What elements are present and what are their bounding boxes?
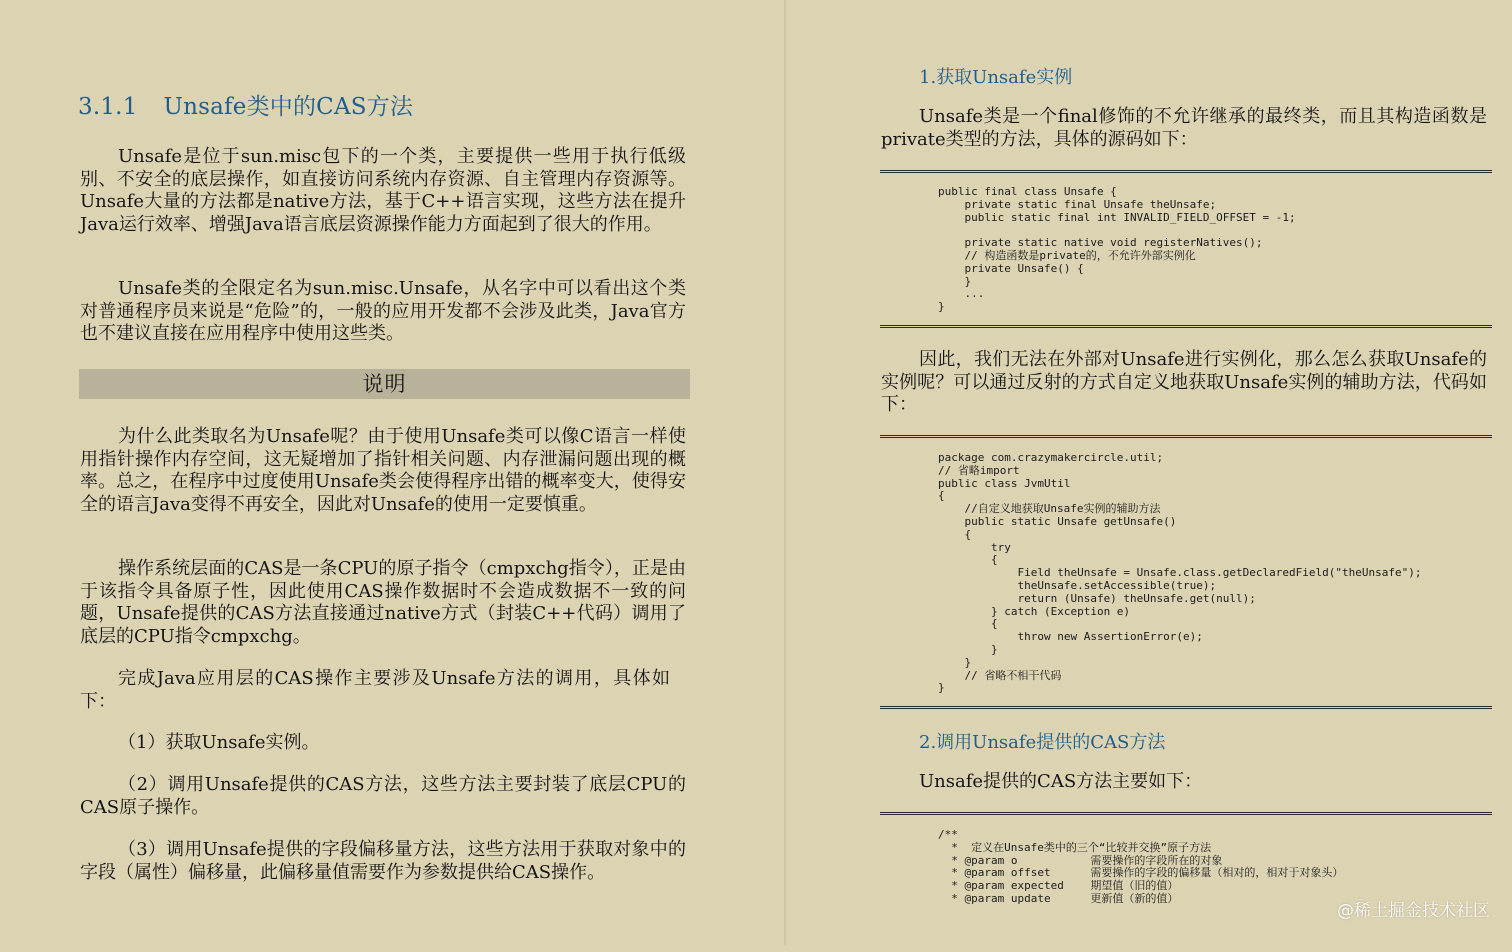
code-line: { <box>938 489 945 503</box>
subsection-1-paragraph-2: 因此，我们无法在外部对Unsafe进行实例化，那么怎么获取Unsafe的实例呢？可以通过反射的方式自定义地获取Unsafe实例的辅助方法，代码如下： <box>881 349 1487 416</box>
code-line: private static final Unsafe theUnsafe; <box>938 197 1217 211</box>
code-line: * 定义在Unsafe类中的三个“比较并交换”原子方法 <box>938 840 1212 854</box>
code-line: package com.crazymakercircle.util; <box>938 451 1164 464</box>
subsection-1-title: 1.获取Unsafe实例 <box>919 67 1073 88</box>
code-line: // 省略import <box>938 463 1020 477</box>
code-line: * @param update 更新值（新的值） <box>938 891 1179 905</box>
note-paragraph-2: 操作系统层面的CAS是一条CPU的原子指令（cmpxchg指令），正是由于该指令具备原子性，因此使用CAS操作数据时不会造成数据不一致的问题，Unsafe提供的CAS方法直接通过native方式（封装C++代码）调用了底层的CPU指令cmpxchg。 <box>80 558 686 647</box>
intro-paragraph-2: Unsafe类的全限定名为sun.misc.Unsafe，从名字中可以看出这个类对普通程序员来说是“危险”的，一般的应用开发都不会涉及此类，Java官方也不建议直接在应用程序中使用这些类。 <box>80 278 686 345</box>
code-line: public static Unsafe getUnsafe() <box>938 514 1177 528</box>
code-line: } catch (Exception e) <box>938 604 1131 618</box>
code-block-jvmutil <box>880 435 1492 709</box>
code-line: } <box>938 300 945 314</box>
code-listing <box>938 186 1492 314</box>
note-paragraph-1: 为什么此类取名为Unsafe呢？由于使用Unsafe类可以像C语言一样使用指针操作内存空间，这无疑增加了指针相关问题、内存泄漏问题出现的概率。总之，在程序中过度使用Unsafe类会使得程序出错的概率变大，使得安全的语言Java变得不再安全，因此对Unsafe的使用一定要慎重。 <box>80 426 686 515</box>
code-block-unsafe-class <box>880 170 1492 328</box>
code-line: } <box>938 681 945 695</box>
code-line: /** <box>938 828 958 841</box>
section-title: Unsafe类中的CAS方法 <box>163 94 414 120</box>
code-line: try <box>938 540 1011 554</box>
code-line: } <box>938 642 998 656</box>
section-heading <box>78 88 413 121</box>
code-block-cas-methods <box>880 812 1492 952</box>
code-line: * @param o 需要操作的字段所在的对象 <box>938 853 1223 867</box>
code-line: //自定义地获取Unsafe实例的辅助方法 <box>938 502 1161 516</box>
code-listing <box>938 452 1492 695</box>
code-line: Field theUnsafe = Unsafe.class.getDeclaredField("theUnsafe"); <box>938 566 1422 580</box>
subsection-2-paragraph: Unsafe提供的CAS方法主要如下： <box>919 771 1203 792</box>
code-line: private static native void registerNatives(); <box>938 236 1263 250</box>
list-item-3: （3）调用Unsafe提供的字段偏移量方法，这些方法用于获取对象中的字段（属性）偏移量，此偏移量值需要作为参数提供给CAS操作。 <box>80 839 686 883</box>
code-line: ... <box>938 287 985 301</box>
code-line: * @param expected 期望值（旧的值） <box>938 879 1179 893</box>
subsection-2-title: 2.调用Unsafe提供的CAS方法 <box>919 732 1166 753</box>
code-line: public class JvmUtil <box>938 476 1071 490</box>
code-line: theUnsafe.setAccessible(true); <box>938 578 1217 592</box>
code-line: throw new AssertionError(e); <box>938 630 1203 644</box>
code-listing <box>938 829 1492 906</box>
code-line: { <box>938 617 998 631</box>
code-line: // 省略不相干代码 <box>938 668 1062 682</box>
code-line: // 构造函数是private的，不允许外部实例化 <box>938 248 1196 262</box>
note-title-bar: 说明 <box>79 369 690 399</box>
code-line: public static final int INVALID_FIELD_OFFSET = -1; <box>938 210 1296 224</box>
code-line: } <box>938 655 972 669</box>
code-line: private Unsafe() { <box>938 261 1084 275</box>
code-line: { <box>938 527 972 541</box>
code-line: * @param offset 需要操作的字段的偏移量（相对的，相对于对象头） <box>938 866 1344 880</box>
note-paragraph-3: 完成Java应用层的CAS操作主要涉及Unsafe方法的调用，具体如下： <box>80 668 670 712</box>
code-line: } <box>938 274 972 288</box>
subsection-1-paragraph: Unsafe类是一个final修饰的不允许继承的最终类，而且其构造函数是private类型的方法，具体的源码如下： <box>881 106 1487 150</box>
code-line: { <box>938 553 998 567</box>
watermark: @稀土掘金技术社区 <box>1337 901 1490 921</box>
intro-paragraph-1: Unsafe是位于sun.misc包下的一个类，主要提供一些用于执行低级别、不安全的底层操作，如直接访问系统内存资源、自主管理内存资源等。Unsafe大量的方法都是native方法，基于C++语言实现，这些方法在提升Java运行效率、增强Java语言底层资源操作能力方面起到了很大的作用。 <box>80 146 686 235</box>
list-item-2: （2）调用Unsafe提供的CAS方法，这些方法主要封装了底层CPU的CAS原子操作。 <box>80 774 686 818</box>
code-line: public final class Unsafe { <box>938 185 1117 198</box>
list-item-1: （1）获取Unsafe实例。 <box>118 732 320 753</box>
section-number: 3.1.1 <box>78 94 138 120</box>
code-line: return (Unsafe) theUnsafe.get(null); <box>938 591 1256 605</box>
